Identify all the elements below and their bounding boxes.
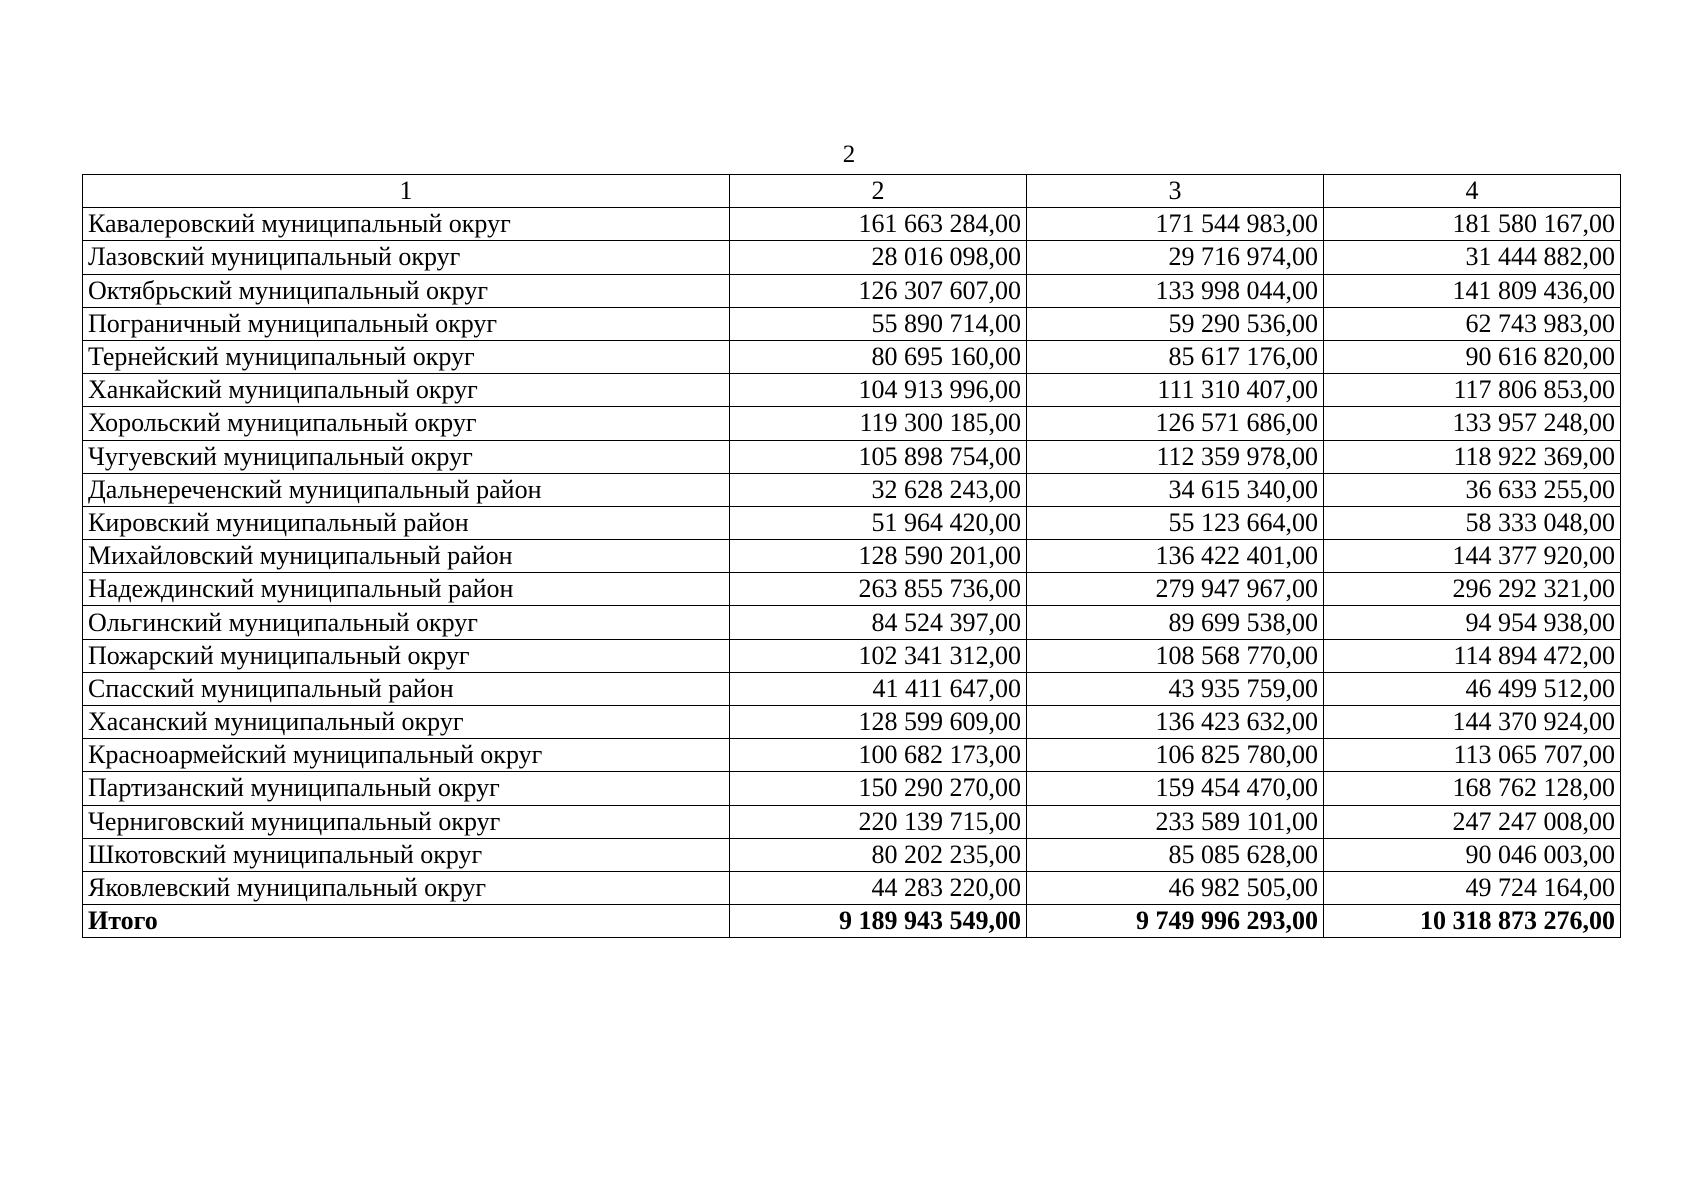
- table-row: [83, 208, 1621, 241]
- municipality-name: Лазовский муниципальный округ: [83, 241, 730, 274]
- value-col-2: 32 628 243,00: [730, 473, 1027, 506]
- value-col-2: 55 890 714,00: [730, 307, 1027, 340]
- municipality-name: Красноармейский муниципальный округ: [83, 739, 730, 772]
- value-col-2: 80 695 160,00: [730, 340, 1027, 373]
- value-col-2: 44 283 220,00: [730, 871, 1027, 904]
- municipality-name: Надеждинский муниципальный район: [83, 573, 730, 606]
- value-col-4: 90 046 003,00: [1324, 838, 1621, 871]
- value-col-3: 43 935 759,00: [1027, 672, 1324, 705]
- value-col-3: 85 085 628,00: [1027, 838, 1324, 871]
- value-col-2: 80 202 235,00: [730, 838, 1027, 871]
- table-row: [83, 274, 1621, 307]
- value-col-4: 46 499 512,00: [1324, 672, 1621, 705]
- value-col-4: 141 809 436,00: [1324, 274, 1621, 307]
- municipality-name: Пожарский муниципальный округ: [83, 639, 730, 672]
- municipality-name: Дальнереченский муниципальный район: [83, 473, 730, 506]
- municipality-name: Кавалеровский муниципальный округ: [83, 208, 730, 241]
- table-row: [83, 739, 1621, 772]
- value-col-2: 104 913 996,00: [730, 374, 1027, 407]
- value-col-4: 94 954 938,00: [1324, 606, 1621, 639]
- value-col-4: 133 957 248,00: [1324, 407, 1621, 440]
- value-col-4: 118 922 369,00: [1324, 440, 1621, 473]
- municipality-name: Шкотовский муниципальный округ: [83, 838, 730, 871]
- value-col-3: 106 825 780,00: [1027, 739, 1324, 772]
- value-col-3: 159 454 470,00: [1027, 772, 1324, 805]
- value-col-2: 161 663 284,00: [730, 208, 1027, 241]
- column-header-2: 2: [730, 175, 1027, 208]
- value-col-4: 90 616 820,00: [1324, 340, 1621, 373]
- value-col-2: 119 300 185,00: [730, 407, 1027, 440]
- value-col-4: 144 377 920,00: [1324, 540, 1621, 573]
- table-row: [83, 473, 1621, 506]
- municipality-name: Михайловский муниципальный район: [83, 540, 730, 573]
- value-col-2: 84 524 397,00: [730, 606, 1027, 639]
- table-row: [83, 307, 1621, 340]
- table-row: [83, 540, 1621, 573]
- value-col-4: 144 370 924,00: [1324, 706, 1621, 739]
- table-row: [83, 506, 1621, 539]
- value-col-3: 29 716 974,00: [1027, 241, 1324, 274]
- table-row: [83, 340, 1621, 373]
- table-row: [83, 241, 1621, 274]
- value-col-4: 114 894 472,00: [1324, 639, 1621, 672]
- value-col-3: 126 571 686,00: [1027, 407, 1324, 440]
- value-col-3: 85 617 176,00: [1027, 340, 1324, 373]
- value-col-2: 102 341 312,00: [730, 639, 1027, 672]
- municipality-name: Кировский муниципальный район: [83, 506, 730, 539]
- value-col-3: 133 998 044,00: [1027, 274, 1324, 307]
- value-col-4: 36 633 255,00: [1324, 473, 1621, 506]
- value-col-3: 171 544 983,00: [1027, 208, 1324, 241]
- value-col-3: 34 615 340,00: [1027, 473, 1324, 506]
- table-row: [83, 871, 1621, 904]
- value-col-2: 28 016 098,00: [730, 241, 1027, 274]
- value-col-3: 46 982 505,00: [1027, 871, 1324, 904]
- value-col-2: 51 964 420,00: [730, 506, 1027, 539]
- table-header-row: [83, 175, 1621, 208]
- total-col-2: 9 189 943 549,00: [730, 905, 1027, 938]
- value-col-4: 31 444 882,00: [1324, 241, 1621, 274]
- municipality-name: Хасанский муниципальный округ: [83, 706, 730, 739]
- total-label: Итого: [83, 905, 730, 938]
- value-col-3: 279 947 967,00: [1027, 573, 1324, 606]
- municipality-name: Октябрьский муниципальный округ: [83, 274, 730, 307]
- value-col-3: 233 589 101,00: [1027, 805, 1324, 838]
- value-col-2: 41 411 647,00: [730, 672, 1027, 705]
- table-row: [83, 573, 1621, 606]
- value-col-4: 296 292 321,00: [1324, 573, 1621, 606]
- table-row: [83, 639, 1621, 672]
- value-col-2: 220 139 715,00: [730, 805, 1027, 838]
- table-row: [83, 374, 1621, 407]
- value-col-4: 181 580 167,00: [1324, 208, 1621, 241]
- municipality-name: Черниговский муниципальный округ: [83, 805, 730, 838]
- municipality-name: Ханкайский муниципальный округ: [83, 374, 730, 407]
- total-row: [83, 905, 1621, 938]
- value-col-3: 111 310 407,00: [1027, 374, 1324, 407]
- municipality-name: Пограничный муниципальный округ: [83, 307, 730, 340]
- municipality-name: Спасский муниципальный район: [83, 672, 730, 705]
- column-header-1: 1: [83, 175, 730, 208]
- municipality-name: Партизанский муниципальный округ: [83, 772, 730, 805]
- table-row: [83, 672, 1621, 705]
- value-col-2: 126 307 607,00: [730, 274, 1027, 307]
- value-col-4: 247 247 008,00: [1324, 805, 1621, 838]
- value-col-3: 136 422 401,00: [1027, 540, 1324, 573]
- value-col-3: 89 699 538,00: [1027, 606, 1324, 639]
- value-col-3: 59 290 536,00: [1027, 307, 1324, 340]
- value-col-2: 100 682 173,00: [730, 739, 1027, 772]
- municipality-name: Чугуевский муниципальный округ: [83, 440, 730, 473]
- value-col-2: 128 590 201,00: [730, 540, 1027, 573]
- table-row: [83, 838, 1621, 871]
- value-col-3: 136 423 632,00: [1027, 706, 1324, 739]
- total-col-4: 10 318 873 276,00: [1324, 905, 1621, 938]
- table-body: [83, 208, 1621, 938]
- value-col-4: 49 724 164,00: [1324, 871, 1621, 904]
- value-col-2: 263 855 736,00: [730, 573, 1027, 606]
- municipality-name: Яковлевский муниципальный округ: [83, 871, 730, 904]
- value-col-4: 58 333 048,00: [1324, 506, 1621, 539]
- value-col-3: 55 123 664,00: [1027, 506, 1324, 539]
- total-col-3: 9 749 996 293,00: [1027, 905, 1324, 938]
- table-row: [83, 407, 1621, 440]
- column-header-3: 3: [1027, 175, 1324, 208]
- municipality-name: Тернейский муниципальный округ: [83, 340, 730, 373]
- value-col-2: 105 898 754,00: [730, 440, 1027, 473]
- table-row: [83, 805, 1621, 838]
- value-col-2: 150 290 270,00: [730, 772, 1027, 805]
- page-number: 2: [842, 141, 856, 168]
- table-row: [83, 606, 1621, 639]
- value-col-3: 108 568 770,00: [1027, 639, 1324, 672]
- value-col-2: 128 599 609,00: [730, 706, 1027, 739]
- value-col-4: 113 065 707,00: [1324, 739, 1621, 772]
- table-row: [83, 706, 1621, 739]
- value-col-4: 168 762 128,00: [1324, 772, 1621, 805]
- column-header-4: 4: [1324, 175, 1621, 208]
- municipality-name: Хорольский муниципальный округ: [83, 407, 730, 440]
- municipality-name: Ольгинский муниципальный округ: [83, 606, 730, 639]
- table-row: [83, 440, 1621, 473]
- budget-table: [82, 174, 1621, 938]
- table-row: [83, 772, 1621, 805]
- value-col-3: 112 359 978,00: [1027, 440, 1324, 473]
- value-col-4: 62 743 983,00: [1324, 307, 1621, 340]
- value-col-4: 117 806 853,00: [1324, 374, 1621, 407]
